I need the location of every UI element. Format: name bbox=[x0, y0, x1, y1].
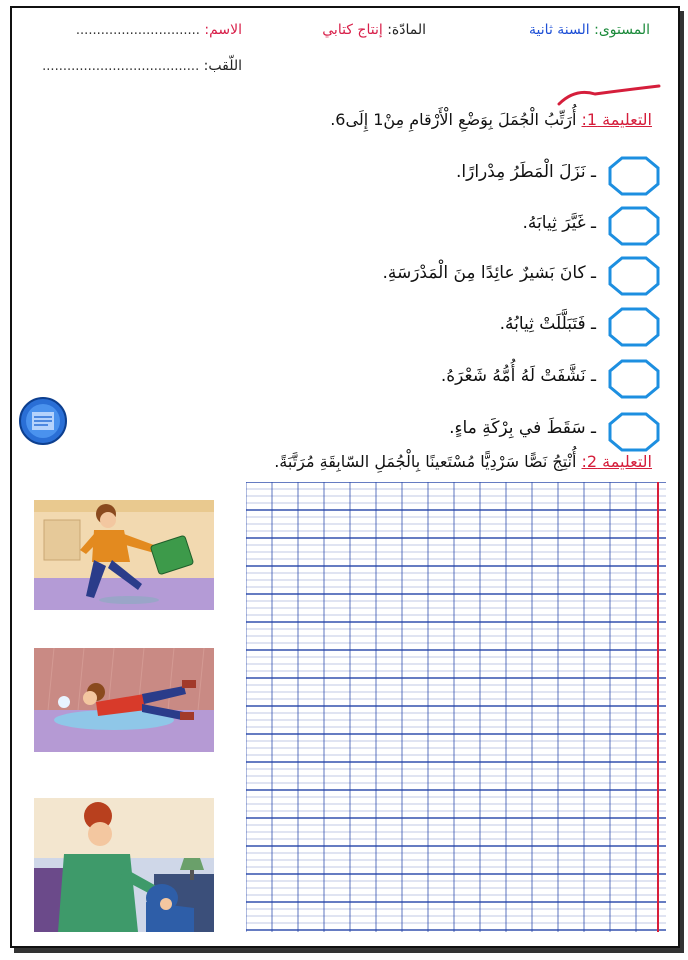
order-number-box-5[interactable] bbox=[608, 359, 660, 399]
level-label: المستوى: bbox=[594, 22, 650, 38]
notebook-badge-icon bbox=[18, 396, 68, 446]
surname-blank[interactable]: ...................................... bbox=[42, 59, 200, 74]
surname-label: اللّقب: bbox=[203, 58, 242, 74]
order-number-box-6[interactable] bbox=[608, 412, 660, 452]
surname-field bbox=[42, 58, 242, 74]
order-number-box-2[interactable] bbox=[608, 206, 660, 246]
name-label: الاسم: bbox=[204, 22, 242, 38]
order-number-box-3[interactable] bbox=[608, 256, 660, 296]
instruction-1-text: أُرَتِّبُ الْجُمَلَ بِوَضْعِ الْأَرْقامِ مِنْ1 إِلَى6. bbox=[330, 110, 577, 129]
sentence-5: ـ نَشَّفَتْ لَهُ أُمُّهُ شَعْرَهُ. bbox=[440, 366, 596, 386]
subject-value: إنتاج كتابي bbox=[322, 22, 383, 38]
level-field bbox=[529, 22, 650, 38]
name-blank[interactable]: .............................. bbox=[75, 23, 200, 38]
instruction-2-tag: التعليمة 2: bbox=[581, 452, 652, 471]
decorative-red-stroke bbox=[555, 82, 665, 112]
name-field bbox=[76, 22, 242, 38]
sentence-3: ـ كانَ بَشيرٌ عائِدًا مِنَ الْمَدْرَسَةِ. bbox=[382, 263, 596, 283]
order-number-box-4[interactable] bbox=[608, 307, 660, 347]
subject-field bbox=[322, 22, 426, 38]
instruction-1-tag: التعليمة 1: bbox=[581, 110, 652, 129]
order-number-box-1[interactable] bbox=[608, 156, 660, 196]
level-value: السنة ثانية bbox=[529, 22, 590, 38]
subject-label: المادّة: bbox=[387, 22, 426, 38]
picture-boy-fallen bbox=[34, 648, 214, 752]
instruction-2-text: أُنْتِجُ نَصًّا سَرْدِيًّا مُسْتَعينًا بِالْجُمَلِ السّابِقَةِ مُرَتَّبَةً. bbox=[274, 452, 577, 471]
sentence-1: ـ نَزَلَ الْمَطَرُ مِدْرارًا. bbox=[455, 162, 596, 182]
writing-grid[interactable] bbox=[246, 482, 666, 932]
instruction-2 bbox=[274, 452, 652, 471]
sentence-2: ـ غَيَّرَ ثِيابَهُ. bbox=[522, 213, 596, 233]
sentence-4: ـ فَتَبَلَّلَتْ ثِيابُهُ. bbox=[499, 314, 596, 334]
picture-boy-running bbox=[34, 500, 214, 610]
sentence-6: ـ سَقَطَ في بِرْكَةِ ماءٍ. bbox=[449, 418, 596, 438]
picture-mother-drying-hair bbox=[34, 798, 214, 932]
instruction-1 bbox=[330, 110, 652, 129]
